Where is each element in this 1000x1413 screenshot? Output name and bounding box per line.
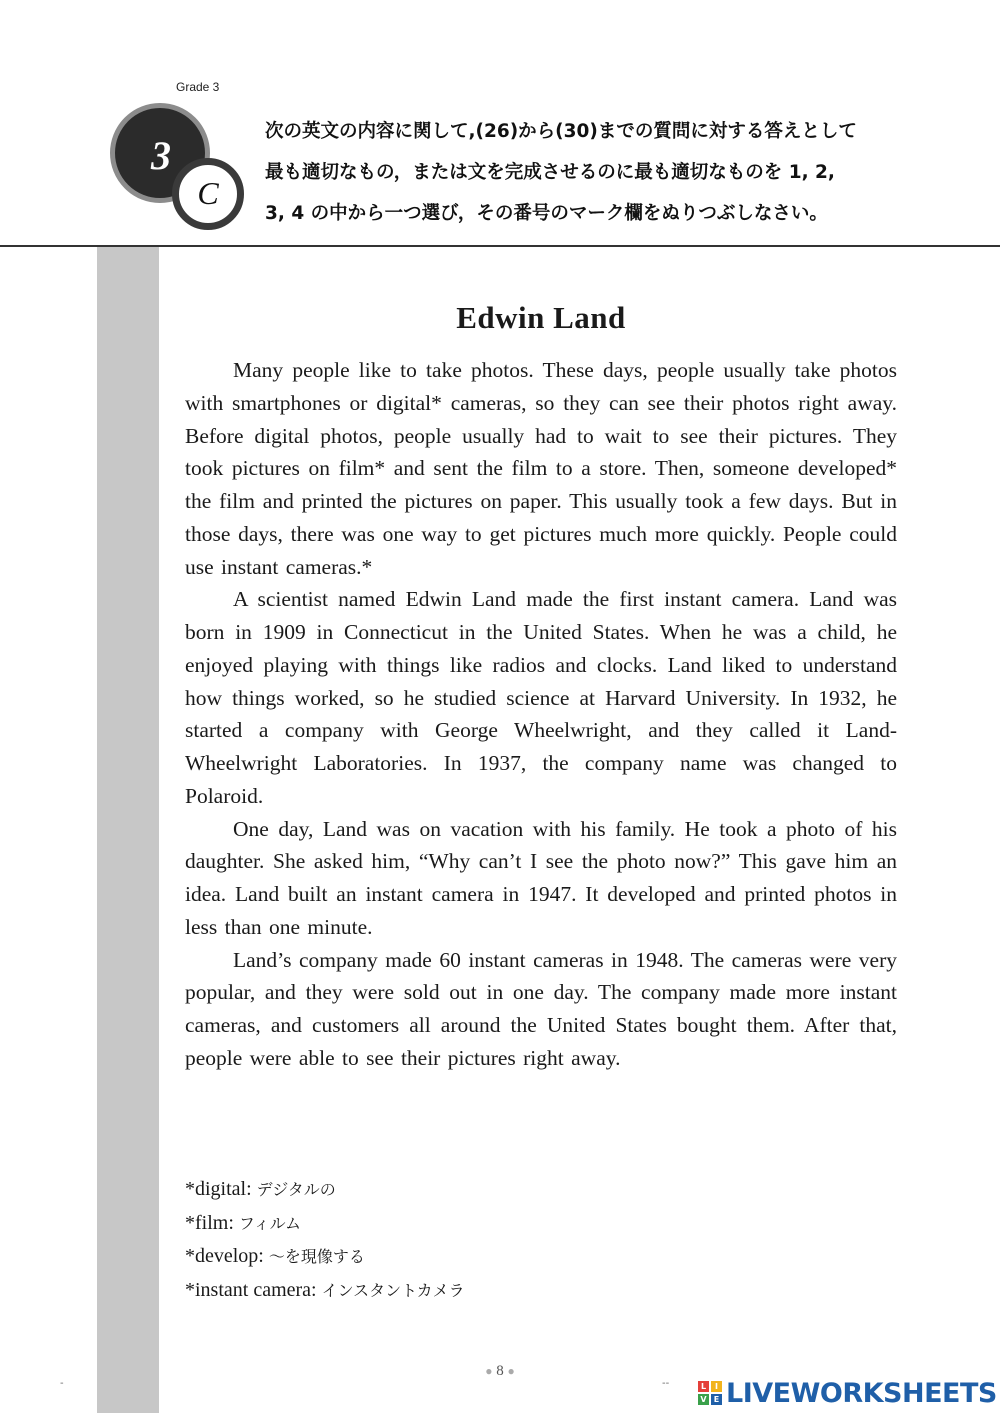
section-letter: C (197, 175, 219, 211)
liveworksheets-watermark[interactable] (698, 1376, 997, 1410)
bullet-icon: ● (485, 1364, 493, 1378)
page-number-value: 8 (496, 1363, 504, 1379)
article-paragraph: One day, Land was on vacation with his family. He took a photo of his daughter. She asked him, “Why can’t I see the photo now?” This gave him an idea. Land built an instant camera in 1947. It developed and printed photos in less than one minute. (185, 816, 897, 939)
page-number (470, 1363, 530, 1380)
article-paragraph: Many people like to take photos. These days, people usually take photos with smartphones or digital* cameras, so they can see their photos right away. Before digital photos, people usually had to wait to see their pictures. They took pictures on film* and sent the film to a store. Then, someone developed* the film and printed the pictures on paper. This usually took a few days. But in those days, there was one way to get pictures much more quickly. People could use instant cameras.* (185, 358, 897, 579)
page-sidebar-band (97, 247, 159, 1413)
watermark-text: LIVEWORKSHEETS (726, 1377, 997, 1409)
glossary-item (185, 1274, 685, 1308)
glossary-term: *digital: (185, 1178, 252, 1200)
logo-tile: E (711, 1394, 722, 1405)
instruction-line: 3, 4 の中から一つ選び，その番号のマーク欄をぬりつぶしなさい。 (265, 203, 828, 224)
logo-tile: L (698, 1381, 709, 1392)
glossary-meaning: フィルム (238, 1213, 301, 1233)
article-paragraph: Land’s company made 60 instant cameras in 1948. The cameras were very popular, and they were sold out in one day. The company made more instant cameras, and customers all around the United States bought them. After that, people were able to see their pictures right away. (185, 947, 897, 1070)
liveworksheets-logo-icon (698, 1381, 722, 1405)
glossary-term: *develop: (185, 1245, 264, 1267)
glossary-item (185, 1207, 685, 1241)
section-letter-badge (172, 158, 244, 230)
article-title: Edwin Land (456, 300, 626, 335)
article-paragraph: A scientist named Edwin Land made the first instant camera. Land was born in 1909 in Connecticut in the United States. When he was a child, he enjoyed playing with things like radios and clocks. Land liked to understand how things worked, so he studied science at Harvard University. In 1932, he started a company with George Wheelwright, and they called it Land-Wheelwright Laboratories. In 1937, the company name was changed to Polaroid. (185, 587, 897, 808)
glossary (185, 1173, 685, 1307)
corner-mark: -- (662, 1378, 670, 1389)
logo-tile: V (698, 1394, 709, 1405)
instructions (265, 111, 925, 234)
grade-label: Grade 3 (176, 80, 220, 94)
glossary-meaning: インスタントカメラ (321, 1280, 465, 1300)
instruction-line: 次の英文の内容に関して,(26)から(30)までの質問に対する答えとして (265, 121, 857, 142)
corner-mark: - (60, 1378, 64, 1389)
glossary-meaning: ～を現像する (268, 1247, 365, 1266)
instruction-line: 最も適切なもの，または文を完成させるのに最も適切なものを 1, 2, (265, 162, 835, 183)
article-body (185, 354, 897, 1075)
glossary-term: *instant camera: (185, 1278, 317, 1301)
glossary-meaning: デジタルの (256, 1180, 336, 1199)
glossary-item (185, 1240, 685, 1274)
glossary-term: *film: (185, 1211, 234, 1234)
glossary-item (185, 1173, 685, 1207)
bullet-icon: ● (507, 1364, 515, 1378)
logo-tile: I (711, 1381, 722, 1392)
section-number: 3 (151, 133, 171, 178)
